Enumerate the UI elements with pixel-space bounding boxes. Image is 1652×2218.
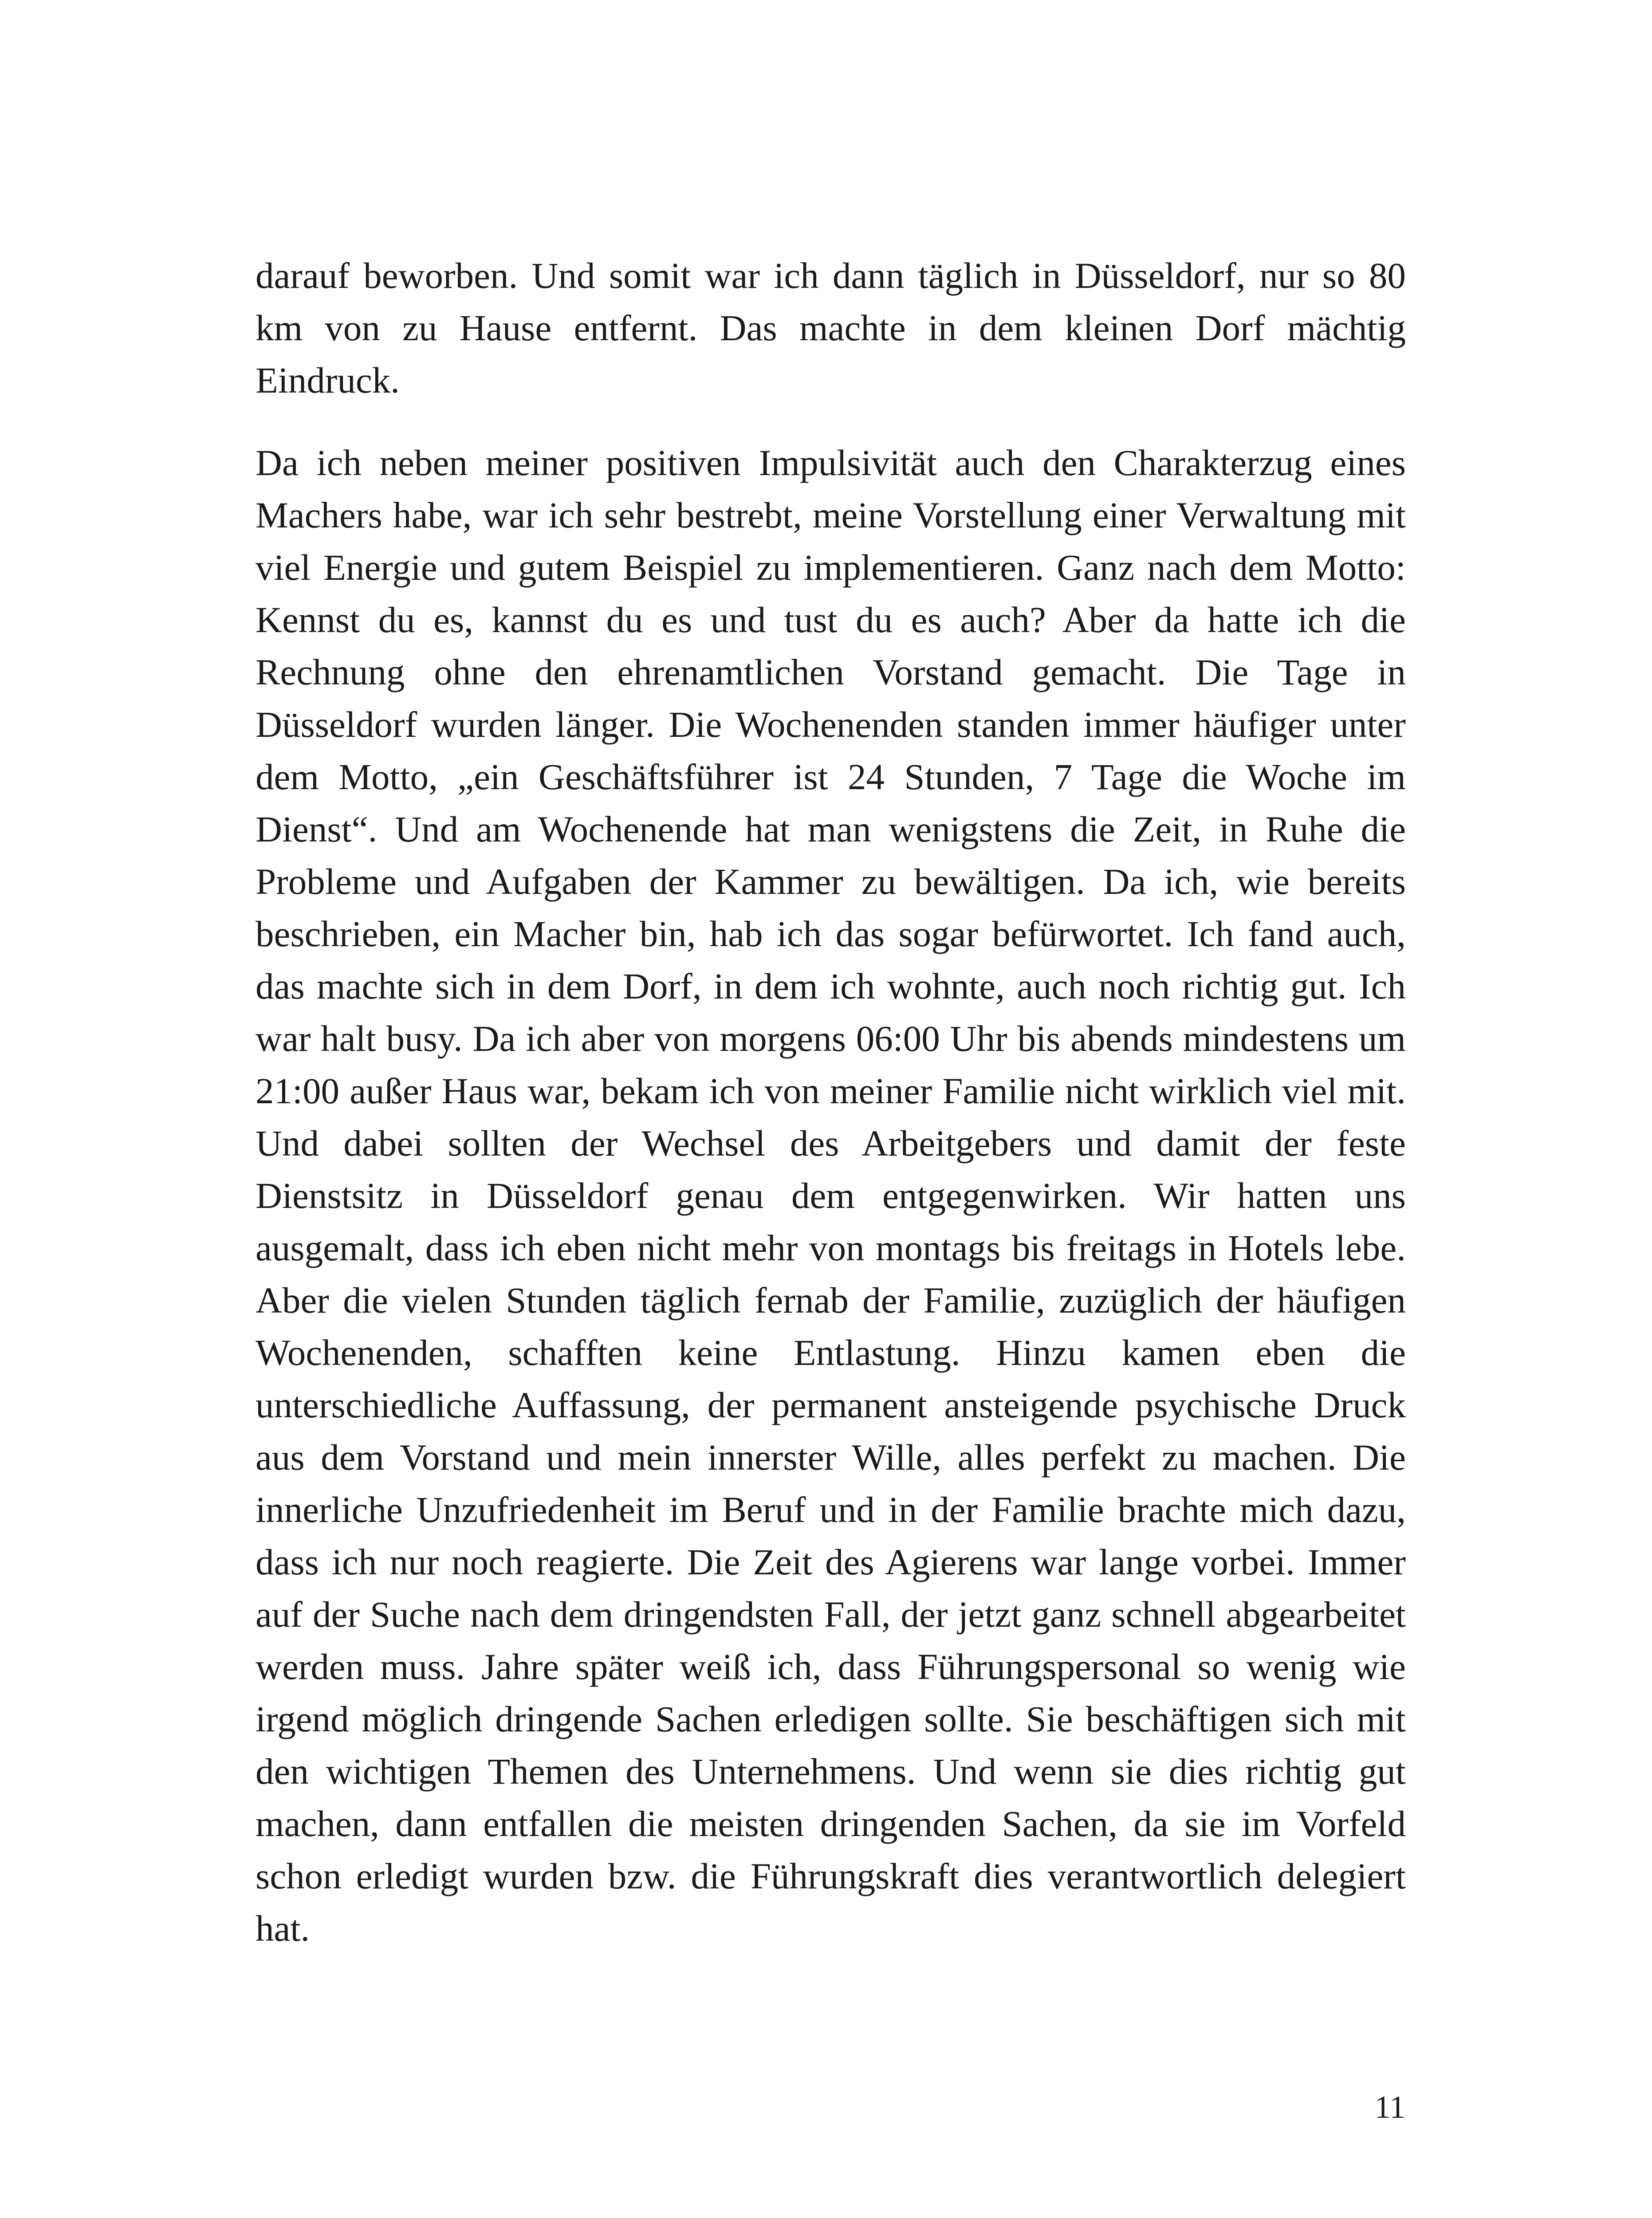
body-text: [256, 249, 1406, 1955]
page-number: 11: [1374, 2089, 1405, 2125]
paragraph-1: darauf beworben. Und somit war ich dann täglich in Düsseldorf, nur so 80 km von zu Hause entfernt. Das machte in dem kleinen Dorf mächtig Eindruck.: [256, 255, 1406, 401]
paragraph-2: Da ich neben meiner positiven Impulsivität auch den Charakterzug eines Machers habe, war ich sehr bestrebt, meine Vorstellung einer Verwaltung mit viel Energie und gutem Beispiel zu implementieren. Ganz nach dem Motto: Kennst du es, kannst du es und tust du es auch? Aber da hatte ich die Rechnung ohne den ehrenamtlichen Vorstand gemacht. Die Tage in Düsseldorf wurden länger. Die Wochenenden standen immer häufiger unter dem Motto, „ein Geschäftsführer ist 24 Stunden, 7 Tage die Woche im Dienst“. Und am Wochenende hat man wenigstens die Zeit, in Ruhe die Probleme und Aufgaben der Kammer zu bewältigen. Da ich, wie bereits beschrieben, ein Macher bin, hab ich das sogar befürwortet. Ich fand auch, das machte sich in dem Dorf, in dem ich wohnte, auch noch richtig gut. Ich war halt busy. Da ich aber von morgens 06:00 Uhr bis abends mindestens um 21:00 außer Haus war, bekam ich von meiner Familie nicht wirklich viel mit. Und dabei sollten der Wechsel des Arbeitgebers und damit der feste Dienstsitz in Düsseldorf genau dem entgegenwirken. Wir hatten uns ausgemalt, dass ich eben nicht mehr von montags bis freitags in Hotels lebe. Aber die vielen Stunden täglich fernab der Familie, zuzüglich der häufigen Wochenenden, schafften keine Entlastung. Hinzu kamen eben die unterschiedliche Auffassung, der permanent ansteigende psychische Druck aus dem Vorstand und mein innerster Wille, alles perfekt zu machen. Die innerliche Unzufriedenheit im Beruf und in der Familie brachte mich dazu, dass ich nur noch reagierte. Die Zeit des Agierens war lange vorbei. Immer auf der Suche nach dem dringendsten Fall, der jetzt ganz schnell abgearbeitet werden muss. Jahre später weiß ich, dass Führungspersonal so wenig wie irgend möglich dringende Sachen erledigen sollte. Sie beschäftigen sich mit den wichtigen Themen des Unternehmens. Und wenn sie dies richtig gut machen, dann entfallen die meisten dringenden Sachen, da sie im Vorfeld schon erledigt wurden bzw. die Führungskraft dies verantwortlich delegiert hat.: [256, 442, 1406, 1949]
